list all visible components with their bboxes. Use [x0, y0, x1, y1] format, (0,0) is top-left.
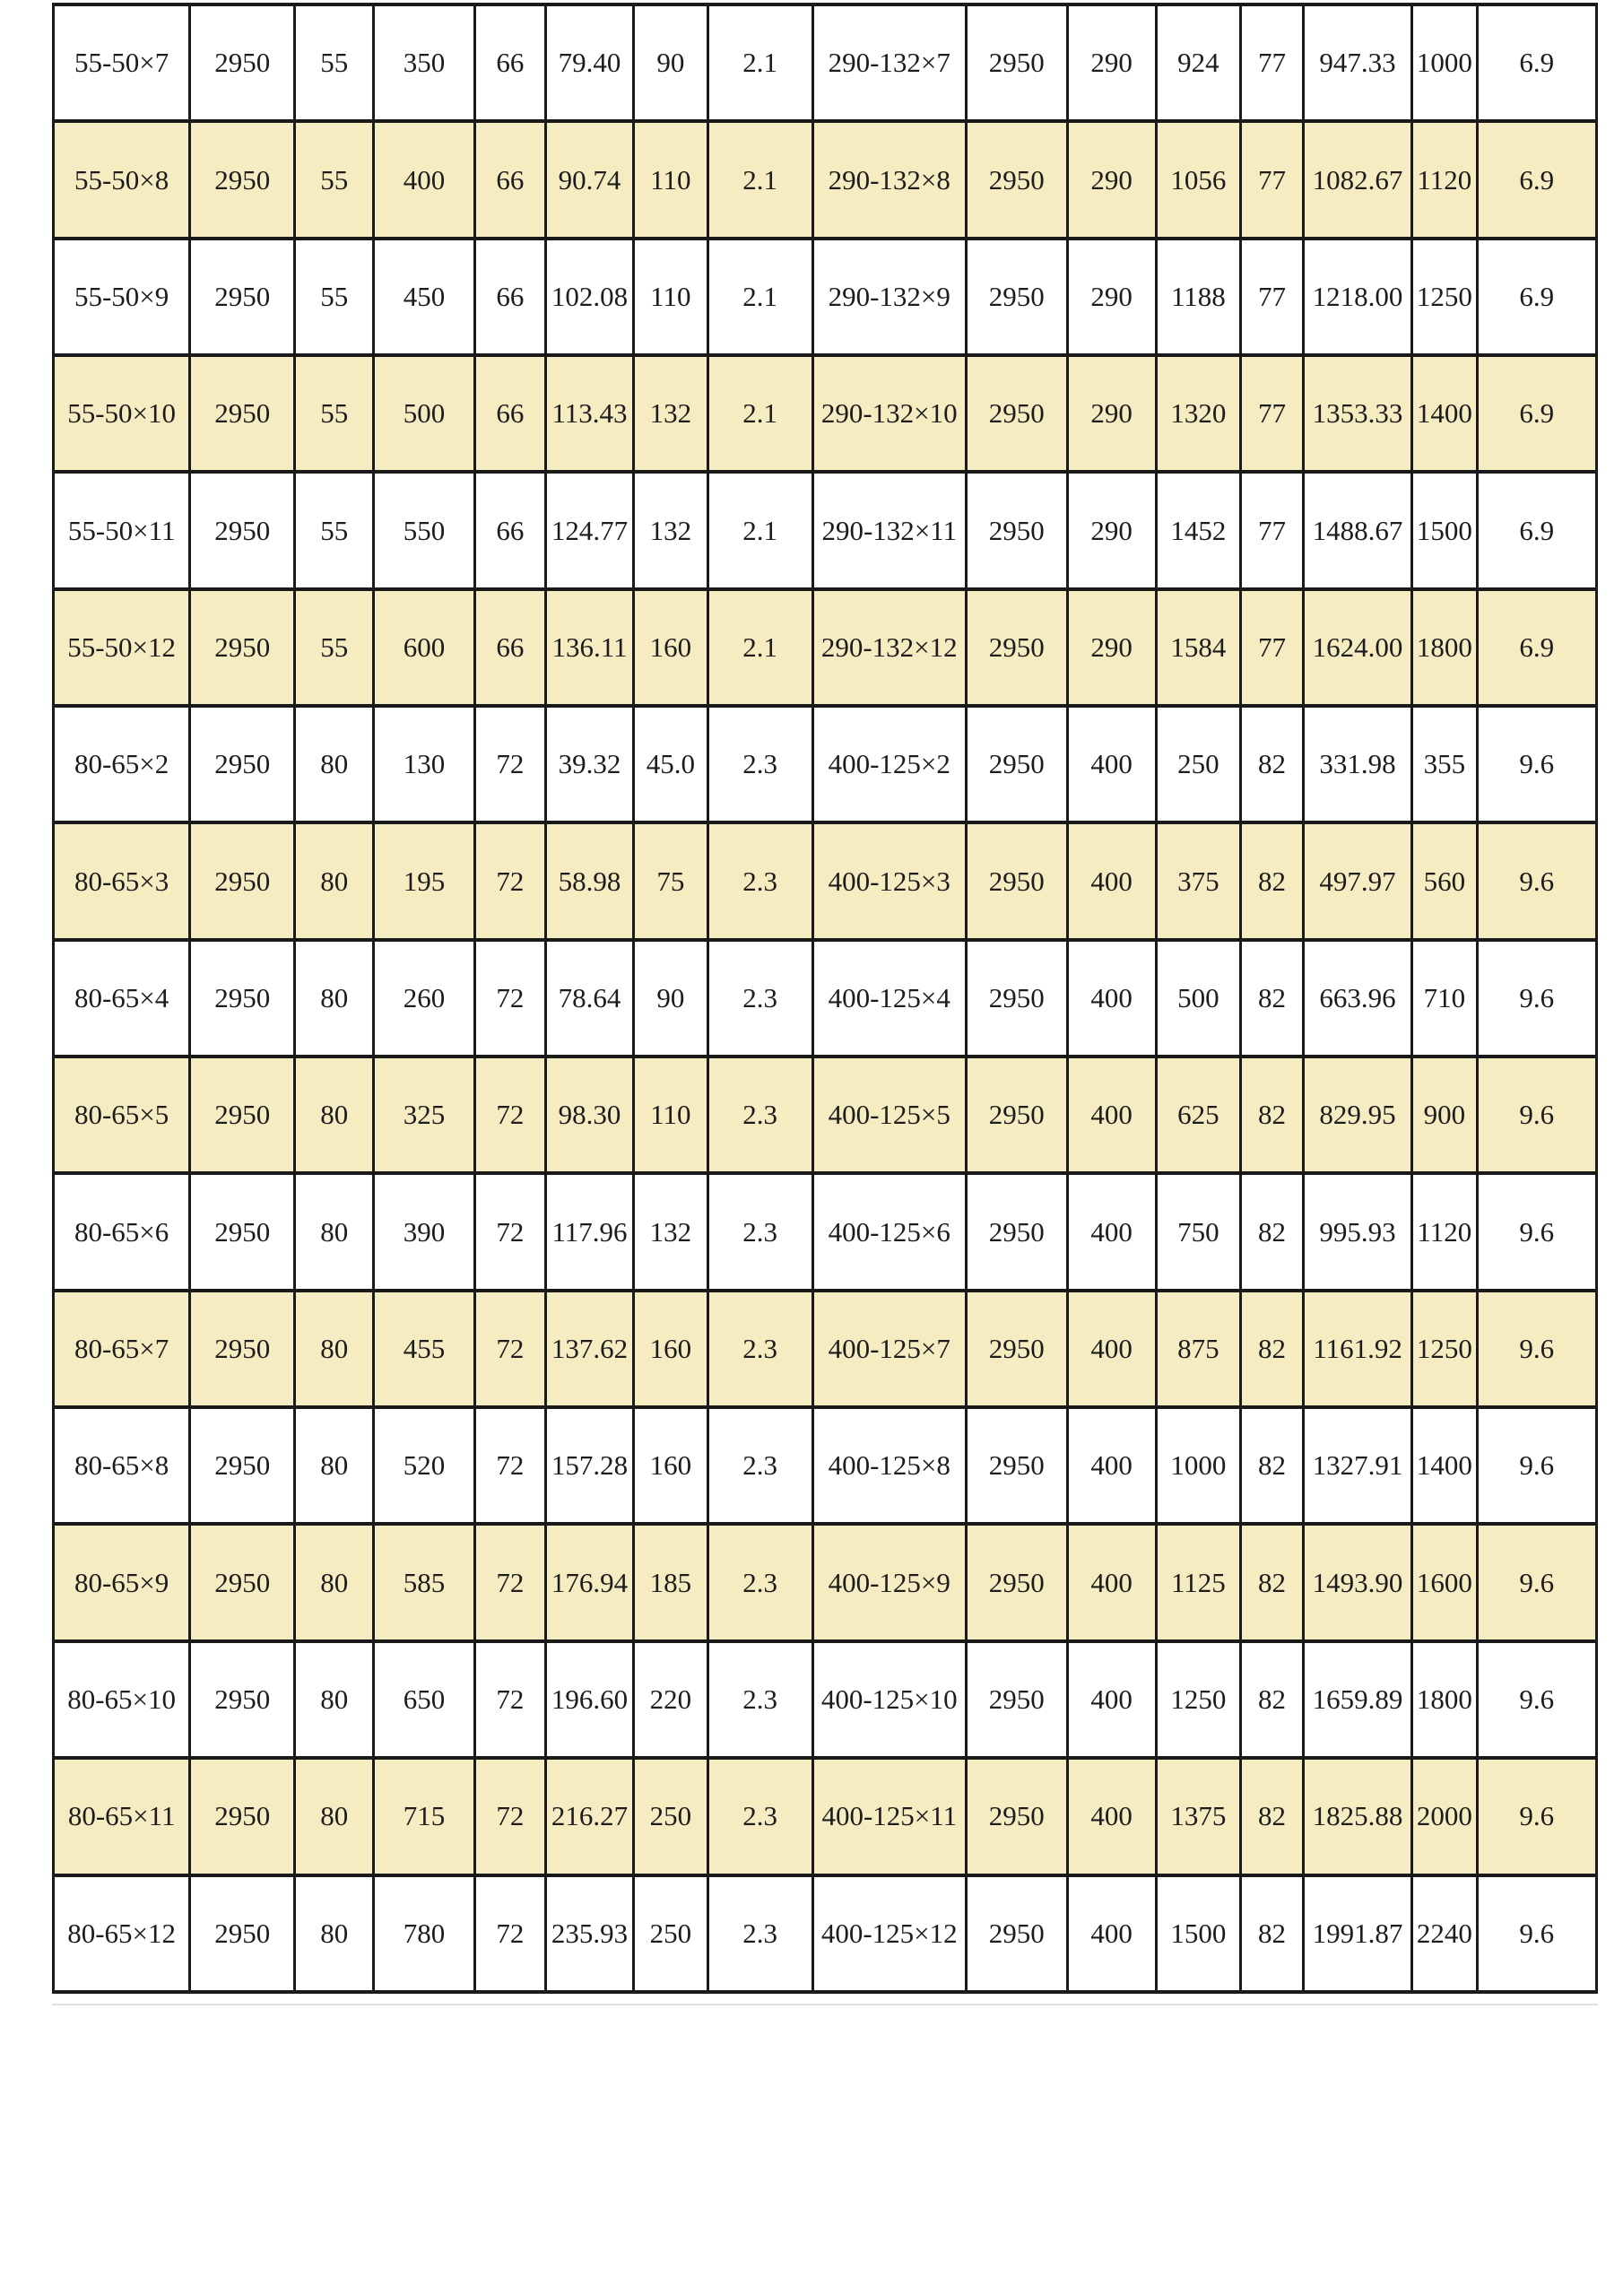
cell-r4-c16: 6.9 [1477, 355, 1597, 472]
page-shadow-line [52, 2004, 1598, 2005]
cell-r5-c12: 1452 [1156, 472, 1241, 588]
cell-r3-c1: 55-50×9 [54, 239, 190, 355]
cell-r10-c1: 80-65×5 [54, 1057, 190, 1173]
cell-r8-c13: 82 [1241, 822, 1304, 939]
cell-r4-c13: 77 [1241, 355, 1304, 472]
cell-r10-c3: 80 [295, 1057, 374, 1173]
cell-r17-c1: 80-65×12 [54, 1875, 190, 1993]
cell-r9-c4: 260 [374, 940, 475, 1057]
cell-r14-c12: 1125 [1156, 1524, 1241, 1640]
cell-r13-c14: 1327.91 [1303, 1407, 1411, 1524]
cell-r7-c6: 39.32 [545, 706, 633, 822]
table-row [54, 1758, 1597, 1874]
table-row [54, 1875, 1597, 1993]
cell-r10-c14: 829.95 [1303, 1057, 1411, 1173]
cell-r5-c16: 6.9 [1477, 472, 1597, 588]
cell-r2-c1: 55-50×8 [54, 121, 190, 238]
cell-r1-c8: 2.1 [707, 4, 812, 121]
cell-r8-c6: 58.98 [545, 822, 633, 939]
cell-r14-c4: 585 [374, 1524, 475, 1640]
cell-r3-c10: 2950 [966, 239, 1067, 355]
cell-r14-c5: 72 [474, 1524, 545, 1640]
cell-r17-c3: 80 [295, 1875, 374, 1993]
cell-r3-c6: 102.08 [545, 239, 633, 355]
cell-r10-c11: 400 [1067, 1057, 1156, 1173]
cell-r10-c13: 82 [1241, 1057, 1304, 1173]
cell-r11-c14: 995.93 [1303, 1173, 1411, 1290]
cell-r17-c7: 250 [634, 1875, 708, 1993]
table-row [54, 940, 1597, 1057]
cell-r1-c12: 924 [1156, 4, 1241, 121]
table-row [54, 4, 1597, 121]
cell-r13-c8: 2.3 [707, 1407, 812, 1524]
cell-r6-c12: 1584 [1156, 589, 1241, 706]
cell-r3-c8: 2.1 [707, 239, 812, 355]
pump-spec-table [52, 3, 1598, 1994]
cell-r10-c5: 72 [474, 1057, 545, 1173]
cell-r8-c7: 75 [634, 822, 708, 939]
cell-r2-c16: 6.9 [1477, 121, 1597, 238]
cell-r10-c7: 110 [634, 1057, 708, 1173]
cell-r9-c10: 2950 [966, 940, 1067, 1057]
cell-r12-c7: 160 [634, 1291, 708, 1407]
cell-r12-c1: 80-65×7 [54, 1291, 190, 1407]
cell-r13-c12: 1000 [1156, 1407, 1241, 1524]
cell-r1-c11: 290 [1067, 4, 1156, 121]
cell-r17-c11: 400 [1067, 1875, 1156, 1993]
cell-r7-c5: 72 [474, 706, 545, 822]
cell-r14-c8: 2.3 [707, 1524, 812, 1640]
cell-r11-c9: 400-125×6 [812, 1173, 966, 1290]
cell-r8-c8: 2.3 [707, 822, 812, 939]
table-row [54, 355, 1597, 472]
cell-r11-c8: 2.3 [707, 1173, 812, 1290]
cell-r2-c10: 2950 [966, 121, 1067, 238]
cell-r4-c2: 2950 [190, 355, 295, 472]
cell-r11-c10: 2950 [966, 1173, 1067, 1290]
cell-r11-c13: 82 [1241, 1173, 1304, 1290]
cell-r5-c3: 55 [295, 472, 374, 588]
cell-r5-c1: 55-50×11 [54, 472, 190, 588]
cell-r2-c11: 290 [1067, 121, 1156, 238]
cell-r17-c9: 400-125×12 [812, 1875, 966, 1993]
cell-r2-c13: 77 [1241, 121, 1304, 238]
cell-r15-c6: 196.60 [545, 1641, 633, 1758]
cell-r16-c2: 2950 [190, 1758, 295, 1874]
cell-r9-c8: 2.3 [707, 940, 812, 1057]
cell-r7-c10: 2950 [966, 706, 1067, 822]
cell-r17-c10: 2950 [966, 1875, 1067, 1993]
table-body [54, 4, 1597, 1992]
cell-r6-c16: 6.9 [1477, 589, 1597, 706]
cell-r16-c5: 72 [474, 1758, 545, 1874]
cell-r12-c14: 1161.92 [1303, 1291, 1411, 1407]
cell-r4-c7: 132 [634, 355, 708, 472]
cell-r8-c1: 80-65×3 [54, 822, 190, 939]
cell-r1-c10: 2950 [966, 4, 1067, 121]
cell-r11-c1: 80-65×6 [54, 1173, 190, 1290]
cell-r10-c2: 2950 [190, 1057, 295, 1173]
cell-r11-c5: 72 [474, 1173, 545, 1290]
cell-r16-c7: 250 [634, 1758, 708, 1874]
cell-r16-c3: 80 [295, 1758, 374, 1874]
cell-r10-c12: 625 [1156, 1057, 1241, 1173]
cell-r13-c16: 9.6 [1477, 1407, 1597, 1524]
cell-r15-c14: 1659.89 [1303, 1641, 1411, 1758]
cell-r13-c2: 2950 [190, 1407, 295, 1524]
cell-r3-c5: 66 [474, 239, 545, 355]
cell-r8-c4: 195 [374, 822, 475, 939]
cell-r6-c9: 290-132×12 [812, 589, 966, 706]
cell-r6-c4: 600 [374, 589, 475, 706]
cell-r4-c1: 55-50×10 [54, 355, 190, 472]
cell-r9-c6: 78.64 [545, 940, 633, 1057]
cell-r15-c4: 650 [374, 1641, 475, 1758]
cell-r17-c5: 72 [474, 1875, 545, 1993]
cell-r6-c13: 77 [1241, 589, 1304, 706]
cell-r13-c1: 80-65×8 [54, 1407, 190, 1524]
cell-r4-c9: 290-132×10 [812, 355, 966, 472]
table-row [54, 472, 1597, 588]
cell-r8-c2: 2950 [190, 822, 295, 939]
cell-r11-c7: 132 [634, 1173, 708, 1290]
cell-r7-c7: 45.0 [634, 706, 708, 822]
cell-r9-c5: 72 [474, 940, 545, 1057]
cell-r15-c2: 2950 [190, 1641, 295, 1758]
cell-r13-c9: 400-125×8 [812, 1407, 966, 1524]
cell-r12-c13: 82 [1241, 1291, 1304, 1407]
cell-r1-c2: 2950 [190, 4, 295, 121]
cell-r4-c4: 500 [374, 355, 475, 472]
cell-r17-c8: 2.3 [707, 1875, 812, 1993]
cell-r1-c4: 350 [374, 4, 475, 121]
cell-r15-c5: 72 [474, 1641, 545, 1758]
cell-r8-c3: 80 [295, 822, 374, 939]
cell-r8-c9: 400-125×3 [812, 822, 966, 939]
cell-r5-c7: 132 [634, 472, 708, 588]
cell-r12-c11: 400 [1067, 1291, 1156, 1407]
cell-r12-c6: 137.62 [545, 1291, 633, 1407]
cell-r13-c5: 72 [474, 1407, 545, 1524]
cell-r6-c11: 290 [1067, 589, 1156, 706]
cell-r16-c4: 715 [374, 1758, 475, 1874]
cell-r10-c8: 2.3 [707, 1057, 812, 1173]
cell-r14-c13: 82 [1241, 1524, 1304, 1640]
cell-r3-c7: 110 [634, 239, 708, 355]
cell-r15-c16: 9.6 [1477, 1641, 1597, 1758]
cell-r4-c5: 66 [474, 355, 545, 472]
cell-r5-c8: 2.1 [707, 472, 812, 588]
cell-r9-c12: 500 [1156, 940, 1241, 1057]
cell-r15-c13: 82 [1241, 1641, 1304, 1758]
cell-r16-c14: 1825.88 [1303, 1758, 1411, 1874]
cell-r7-c8: 2.3 [707, 706, 812, 822]
cell-r16-c8: 2.3 [707, 1758, 812, 1874]
cell-r3-c14: 1218.00 [1303, 239, 1411, 355]
cell-r2-c7: 110 [634, 121, 708, 238]
cell-r14-c6: 176.94 [545, 1524, 633, 1640]
cell-r7-c14: 331.98 [1303, 706, 1411, 822]
cell-r17-c14: 1991.87 [1303, 1875, 1411, 1993]
table-row [54, 1057, 1597, 1173]
cell-r16-c12: 1375 [1156, 1758, 1241, 1874]
cell-r10-c10: 2950 [966, 1057, 1067, 1173]
cell-r3-c16: 6.9 [1477, 239, 1597, 355]
table-row [54, 1524, 1597, 1640]
cell-r8-c5: 72 [474, 822, 545, 939]
table-row [54, 1641, 1597, 1758]
cell-r15-c3: 80 [295, 1641, 374, 1758]
cell-r3-c15: 1250 [1412, 239, 1477, 355]
cell-r5-c13: 77 [1241, 472, 1304, 588]
cell-r9-c11: 400 [1067, 940, 1156, 1057]
cell-r15-c10: 2950 [966, 1641, 1067, 1758]
cell-r6-c3: 55 [295, 589, 374, 706]
cell-r5-c15: 1500 [1412, 472, 1477, 588]
cell-r16-c9: 400-125×11 [812, 1758, 966, 1874]
cell-r9-c9: 400-125×4 [812, 940, 966, 1057]
cell-r2-c6: 90.74 [545, 121, 633, 238]
cell-r6-c6: 136.11 [545, 589, 633, 706]
cell-r16-c10: 2950 [966, 1758, 1067, 1874]
cell-r14-c14: 1493.90 [1303, 1524, 1411, 1640]
cell-r3-c4: 450 [374, 239, 475, 355]
cell-r9-c3: 80 [295, 940, 374, 1057]
cell-r5-c4: 550 [374, 472, 475, 588]
cell-r11-c2: 2950 [190, 1173, 295, 1290]
cell-r7-c13: 82 [1241, 706, 1304, 822]
cell-r15-c9: 400-125×10 [812, 1641, 966, 1758]
cell-r6-c7: 160 [634, 589, 708, 706]
cell-r3-c3: 55 [295, 239, 374, 355]
cell-r17-c15: 2240 [1412, 1875, 1477, 1993]
cell-r2-c15: 1120 [1412, 121, 1477, 238]
table-row [54, 1173, 1597, 1290]
cell-r11-c11: 400 [1067, 1173, 1156, 1290]
cell-r9-c15: 710 [1412, 940, 1477, 1057]
cell-r6-c10: 2950 [966, 589, 1067, 706]
cell-r16-c13: 82 [1241, 1758, 1304, 1874]
cell-r14-c15: 1600 [1412, 1524, 1477, 1640]
cell-r15-c7: 220 [634, 1641, 708, 1758]
cell-r12-c3: 80 [295, 1291, 374, 1407]
cell-r16-c15: 2000 [1412, 1758, 1477, 1874]
cell-r17-c2: 2950 [190, 1875, 295, 1993]
cell-r1-c15: 1000 [1412, 4, 1477, 121]
cell-r7-c9: 400-125×2 [812, 706, 966, 822]
cell-r14-c7: 185 [634, 1524, 708, 1640]
cell-r2-c12: 1056 [1156, 121, 1241, 238]
cell-r13-c4: 520 [374, 1407, 475, 1524]
cell-r4-c14: 1353.33 [1303, 355, 1411, 472]
cell-r7-c11: 400 [1067, 706, 1156, 822]
cell-r12-c5: 72 [474, 1291, 545, 1407]
cell-r11-c3: 80 [295, 1173, 374, 1290]
cell-r5-c6: 124.77 [545, 472, 633, 588]
cell-r4-c6: 113.43 [545, 355, 633, 472]
cell-r12-c9: 400-125×7 [812, 1291, 966, 1407]
cell-r10-c6: 98.30 [545, 1057, 633, 1173]
cell-r16-c16: 9.6 [1477, 1758, 1597, 1874]
cell-r5-c14: 1488.67 [1303, 472, 1411, 588]
cell-r9-c14: 663.96 [1303, 940, 1411, 1057]
cell-r15-c1: 80-65×10 [54, 1641, 190, 1758]
table-row [54, 239, 1597, 355]
cell-r17-c6: 235.93 [545, 1875, 633, 1993]
table-row [54, 121, 1597, 238]
cell-r1-c1: 55-50×7 [54, 4, 190, 121]
cell-r13-c6: 157.28 [545, 1407, 633, 1524]
cell-r6-c15: 1800 [1412, 589, 1477, 706]
cell-r2-c8: 2.1 [707, 121, 812, 238]
cell-r12-c4: 455 [374, 1291, 475, 1407]
cell-r13-c11: 400 [1067, 1407, 1156, 1524]
cell-r13-c7: 160 [634, 1407, 708, 1524]
cell-r1-c3: 55 [295, 4, 374, 121]
cell-r17-c4: 780 [374, 1875, 475, 1993]
cell-r14-c1: 80-65×9 [54, 1524, 190, 1640]
cell-r15-c11: 400 [1067, 1641, 1156, 1758]
cell-r13-c13: 82 [1241, 1407, 1304, 1524]
cell-r14-c2: 2950 [190, 1524, 295, 1640]
cell-r16-c6: 216.27 [545, 1758, 633, 1874]
cell-r11-c16: 9.6 [1477, 1173, 1597, 1290]
cell-r14-c11: 400 [1067, 1524, 1156, 1640]
cell-r2-c14: 1082.67 [1303, 121, 1411, 238]
cell-r7-c1: 80-65×2 [54, 706, 190, 822]
cell-r8-c15: 560 [1412, 822, 1477, 939]
cell-r6-c1: 55-50×12 [54, 589, 190, 706]
cell-r1-c7: 90 [634, 4, 708, 121]
cell-r6-c14: 1624.00 [1303, 589, 1411, 706]
cell-r4-c8: 2.1 [707, 355, 812, 472]
cell-r9-c13: 82 [1241, 940, 1304, 1057]
cell-r1-c13: 77 [1241, 4, 1304, 121]
cell-r1-c5: 66 [474, 4, 545, 121]
table-row [54, 822, 1597, 939]
cell-r12-c12: 875 [1156, 1291, 1241, 1407]
cell-r12-c2: 2950 [190, 1291, 295, 1407]
cell-r9-c1: 80-65×4 [54, 940, 190, 1057]
cell-r16-c11: 400 [1067, 1758, 1156, 1874]
cell-r2-c2: 2950 [190, 121, 295, 238]
cell-r4-c12: 1320 [1156, 355, 1241, 472]
cell-r5-c2: 2950 [190, 472, 295, 588]
cell-r6-c8: 2.1 [707, 589, 812, 706]
cell-r10-c15: 900 [1412, 1057, 1477, 1173]
cell-r15-c8: 2.3 [707, 1641, 812, 1758]
cell-r17-c12: 1500 [1156, 1875, 1241, 1993]
cell-r11-c15: 1120 [1412, 1173, 1477, 1290]
cell-r2-c4: 400 [374, 121, 475, 238]
cell-r10-c16: 9.6 [1477, 1057, 1597, 1173]
cell-r15-c15: 1800 [1412, 1641, 1477, 1758]
table-row [54, 589, 1597, 706]
cell-r9-c7: 90 [634, 940, 708, 1057]
cell-r2-c9: 290-132×8 [812, 121, 966, 238]
cell-r3-c9: 290-132×9 [812, 239, 966, 355]
cell-r5-c10: 2950 [966, 472, 1067, 588]
cell-r9-c16: 9.6 [1477, 940, 1597, 1057]
cell-r16-c1: 80-65×11 [54, 1758, 190, 1874]
cell-r13-c15: 1400 [1412, 1407, 1477, 1524]
cell-r3-c13: 77 [1241, 239, 1304, 355]
cell-r11-c4: 390 [374, 1173, 475, 1290]
cell-r11-c6: 117.96 [545, 1173, 633, 1290]
cell-r3-c11: 290 [1067, 239, 1156, 355]
cell-r8-c14: 497.97 [1303, 822, 1411, 939]
cell-r10-c4: 325 [374, 1057, 475, 1173]
cell-r11-c12: 750 [1156, 1173, 1241, 1290]
cell-r8-c11: 400 [1067, 822, 1156, 939]
cell-r8-c16: 9.6 [1477, 822, 1597, 939]
cell-r12-c8: 2.3 [707, 1291, 812, 1407]
cell-r17-c16: 9.6 [1477, 1875, 1597, 1993]
cell-r1-c9: 290-132×7 [812, 4, 966, 121]
cell-r5-c5: 66 [474, 472, 545, 588]
cell-r6-c5: 66 [474, 589, 545, 706]
cell-r7-c2: 2950 [190, 706, 295, 822]
cell-r3-c12: 1188 [1156, 239, 1241, 355]
cell-r7-c16: 9.6 [1477, 706, 1597, 822]
cell-r15-c12: 1250 [1156, 1641, 1241, 1758]
cell-r13-c3: 80 [295, 1407, 374, 1524]
cell-r14-c9: 400-125×9 [812, 1524, 966, 1640]
cell-r7-c15: 355 [1412, 706, 1477, 822]
cell-r6-c2: 2950 [190, 589, 295, 706]
cell-r7-c3: 80 [295, 706, 374, 822]
cell-r14-c16: 9.6 [1477, 1524, 1597, 1640]
cell-r14-c3: 80 [295, 1524, 374, 1640]
cell-r5-c11: 290 [1067, 472, 1156, 588]
table-row [54, 706, 1597, 822]
cell-r13-c10: 2950 [966, 1407, 1067, 1524]
cell-r4-c15: 1400 [1412, 355, 1477, 472]
table-row [54, 1291, 1597, 1407]
cell-r12-c16: 9.6 [1477, 1291, 1597, 1407]
cell-r12-c10: 2950 [966, 1291, 1067, 1407]
cell-r4-c3: 55 [295, 355, 374, 472]
cell-r4-c11: 290 [1067, 355, 1156, 472]
cell-r14-c10: 2950 [966, 1524, 1067, 1640]
cell-r4-c10: 2950 [966, 355, 1067, 472]
cell-r9-c2: 2950 [190, 940, 295, 1057]
table-row [54, 1407, 1597, 1524]
cell-r2-c3: 55 [295, 121, 374, 238]
cell-r1-c14: 947.33 [1303, 4, 1411, 121]
cell-r7-c4: 130 [374, 706, 475, 822]
cell-r1-c16: 6.9 [1477, 4, 1597, 121]
cell-r10-c9: 400-125×5 [812, 1057, 966, 1173]
cell-r3-c2: 2950 [190, 239, 295, 355]
cell-r2-c5: 66 [474, 121, 545, 238]
cell-r8-c12: 375 [1156, 822, 1241, 939]
cell-r1-c6: 79.40 [545, 4, 633, 121]
cell-r12-c15: 1250 [1412, 1291, 1477, 1407]
cell-r17-c13: 82 [1241, 1875, 1304, 1993]
cell-r5-c9: 290-132×11 [812, 472, 966, 588]
cell-r7-c12: 250 [1156, 706, 1241, 822]
cell-r8-c10: 2950 [966, 822, 1067, 939]
